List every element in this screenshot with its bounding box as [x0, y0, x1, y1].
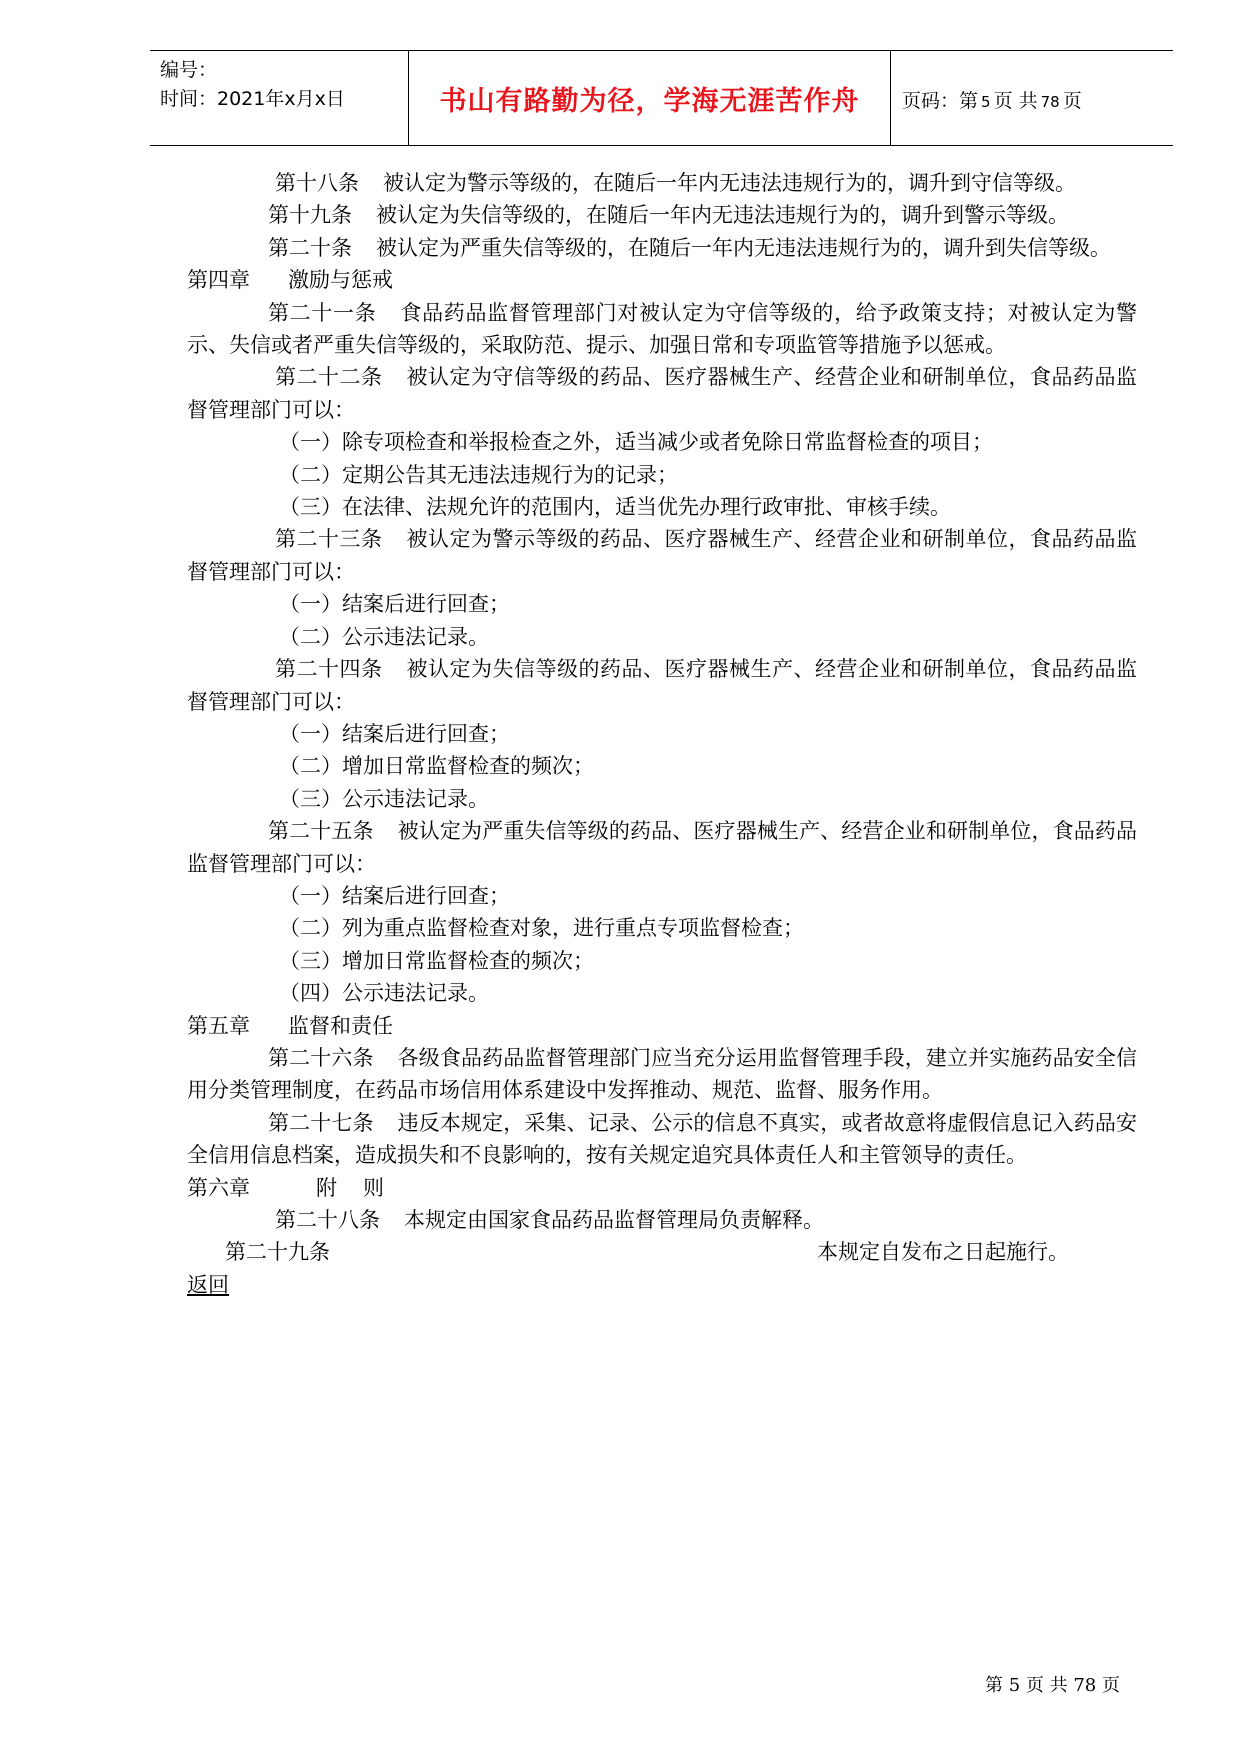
page-total: 78: [1040, 93, 1060, 111]
chapter-number: 第六章: [187, 1175, 250, 1200]
article-25: [187, 815, 1137, 880]
list-item: （一）结案后进行回查；: [279, 592, 510, 617]
article-number: 第二十三条: [275, 527, 383, 552]
list-item: （三）公示违法记录。: [279, 786, 489, 811]
article-19: [187, 199, 1137, 231]
article-text: 被认定为守信等级的药品、医疗器械生产、经营企业和研制单位，食品药品监督管理部门可以：: [187, 365, 1137, 422]
chapter-number: 第五章: [187, 1013, 250, 1038]
chapter-title: 监督和责任: [288, 1013, 393, 1038]
page-number: [902, 86, 1082, 113]
page-suffix: 页: [1062, 90, 1082, 112]
list-item: （一）除专项检查和举报检查之外，适当减少或者免除日常监督检查的项目；: [279, 430, 993, 455]
article-number: 第十九条: [268, 203, 352, 228]
article-text: 被认定为警示等级的，在随后一年内无违法违规行为的，调升到守信等级。: [383, 171, 1076, 195]
back-link-row: [187, 1269, 1137, 1301]
article-22: [187, 361, 1137, 426]
document-body: [187, 167, 1137, 1301]
chapter-5-heading: [187, 1010, 1137, 1042]
article-23: [187, 523, 1137, 588]
article-29: [187, 1236, 1137, 1268]
list-item: （一）结案后进行回查；: [279, 721, 510, 746]
article-number: 第二十五条: [268, 819, 374, 844]
article-21: [187, 297, 1137, 362]
article-number: 第二十六条: [268, 1045, 374, 1070]
article-text: 被认定为严重失信等级的，在随后一年内无违法违规行为的，调升到失信等级。: [376, 235, 1111, 260]
header-meta: [150, 51, 408, 145]
list-item: （二）列为重点监督检查对象，进行重点专项监督检查；: [279, 916, 804, 941]
page-prefix: 页码：第: [902, 90, 979, 112]
page-current: 5: [981, 93, 991, 111]
header-motto-cell: [408, 51, 891, 145]
article-28: [187, 1204, 1137, 1236]
article-text: 被认定为警示等级的药品、医疗器械生产、经营企业和研制单位，食品药品监督管理部门可以：: [187, 527, 1137, 584]
article-26: [187, 1042, 1137, 1107]
article-number: 第二十八条: [275, 1208, 380, 1232]
back-link[interactable]: 返回: [187, 1272, 229, 1297]
article-number: 第二十二条: [275, 365, 383, 390]
article-text: 本规定自发布之日起施行。: [817, 1240, 1069, 1265]
article-20: [187, 232, 1137, 264]
header-page-info: [890, 51, 1173, 145]
list-item: （四）公示违法记录。: [279, 981, 489, 1006]
article-text: 食品药品监督管理部门对被认定为守信等级的，给予政策支持；对被认定为警示、失信或者严重失信等级的，采取防范、提示、加强日常和专项监管等措施予以惩戒。: [187, 300, 1137, 358]
list-item: （三）在法律、法规允许的范围内，适当优先办理行政审批、审核手续。: [279, 495, 951, 520]
article-number: 第二十一条: [268, 300, 377, 325]
serial-label: 编号：: [160, 59, 218, 81]
motto: 书山有路勤为径，学海无涯苦作舟: [439, 86, 860, 117]
list-item: （二）定期公告其无违法违规行为的记录；: [279, 462, 678, 487]
chapter-title: 附则: [316, 1175, 410, 1200]
article-27: [187, 1107, 1137, 1172]
article-number: 第二十条: [268, 235, 352, 260]
article-text: 本规定由国家食品药品监督管理局负责解释。: [404, 1208, 824, 1232]
article-text: 各级食品药品监督管理部门应当充分运用监督管理手段，建立并实施药品安全信用分类管理制度，在药品市场信用体系建设中发挥推动、规范、监督、服务作用。: [187, 1045, 1137, 1103]
page-footer: 第 5 页 共 78 页: [985, 1675, 1120, 1696]
article-number: 第二十四条: [275, 657, 383, 682]
list-item: （二）增加日常监督检查的频次；: [279, 754, 594, 779]
article-18: [187, 167, 1137, 199]
article-text: 被认定为失信等级的，在随后一年内无违法违规行为的，调升到警示等级。: [376, 203, 1069, 228]
article-text: 违反本规定，采集、记录、公示的信息不真实，或者故意将虚假信息记入药品安全信用信息档案，造成损失和不良影响的，按有关规定追究具体责任人和主管领导的责任。: [187, 1110, 1137, 1168]
article-24: [187, 653, 1137, 718]
list-item: （一）结案后进行回查；: [279, 883, 510, 908]
time-label: 时间：2021年x月x日: [160, 88, 345, 110]
article-number: 第二十七条: [268, 1110, 374, 1135]
article-number: 第十八条: [275, 171, 359, 195]
chapter-number: 第四章: [187, 268, 250, 293]
page-header: [150, 50, 1173, 146]
page-mid: 页 共: [993, 90, 1038, 112]
article-text: 被认定为失信等级的药品、医疗器械生产、经营企业和研制单位，食品药品监督管理部门可以：: [187, 657, 1137, 714]
chapter-6-heading: [187, 1172, 1137, 1204]
list-item: （三）增加日常监督检查的频次；: [279, 948, 594, 973]
chapter-4-heading: [187, 264, 1137, 296]
list-item: （二）公示违法记录。: [279, 624, 489, 649]
article-text: 被认定为严重失信等级的药品、医疗器械生产、经营企业和研制单位，食品药品监督管理部门可以：: [187, 819, 1137, 876]
article-number: 第二十九条: [225, 1240, 330, 1265]
chapter-title: 激励与惩戒: [288, 268, 393, 293]
